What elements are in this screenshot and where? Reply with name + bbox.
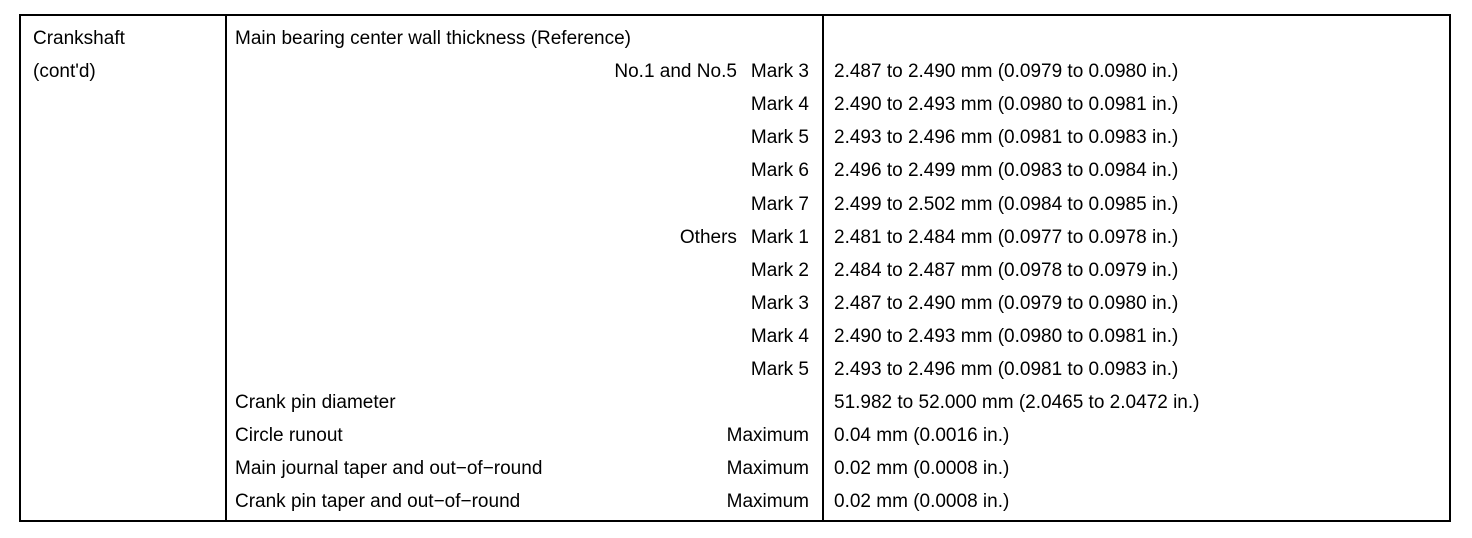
spec-value: 0.04 mm (0.0016 in.) (834, 425, 1010, 447)
spec-qualifier-text: Maximum (726, 458, 809, 480)
category-label-cont: (cont'd) (33, 61, 96, 82)
spec-qualifier (727, 425, 809, 447)
spec-qualifier-text: Mark 3 (750, 61, 809, 83)
spec-qualifier (751, 127, 809, 149)
spec-value: 2.493 to 2.496 mm (0.0981 to 0.0983 in.) (834, 127, 1179, 149)
spec-value: 2.487 to 2.490 mm (0.0979 to 0.0980 in.) (834, 61, 1179, 83)
table-row (21, 491, 1449, 524)
spec-label: Crank pin taper and out−of−round (235, 491, 521, 513)
table-row (21, 194, 1449, 227)
table-row (21, 425, 1449, 458)
spec-value: 51.982 to 52.000 mm (2.0465 to 2.0472 in.) (834, 392, 1200, 414)
spec-qualifier-text: Mark 4 (750, 94, 809, 116)
spec-qualifier (751, 194, 809, 216)
spec-qualifier-text: Mark 2 (750, 259, 809, 281)
spec-qualifier (751, 260, 809, 282)
spec-group: No.1 and No.5 (614, 61, 737, 83)
table-row (21, 260, 1449, 293)
table-row (21, 326, 1449, 359)
spec-table (19, 14, 1451, 522)
spec-qualifier-text: Mark 1 (750, 226, 809, 248)
spec-value: 0.02 mm (0.0008 in.) (834, 491, 1010, 513)
spec-label: Main journal taper and out−of−round (235, 458, 543, 480)
spec-qualifier (727, 491, 809, 513)
table-row (21, 127, 1449, 160)
spec-qualifier-text: Maximum (726, 491, 809, 513)
spec-qualifier (751, 293, 809, 315)
spec-qualifier-text: Mark 3 (750, 292, 809, 314)
spec-value: 2.481 to 2.484 mm (0.0977 to 0.0978 in.) (834, 226, 1179, 248)
spec-qualifier-text: Mark 7 (750, 193, 809, 215)
category-label: Crankshaft (33, 28, 125, 49)
table-row (21, 28, 1449, 61)
spec-qualifier (751, 326, 809, 348)
spec-qualifier (614, 61, 809, 83)
spec-qualifier (727, 458, 809, 480)
spec-value: 2.493 to 2.496 mm (0.0981 to 0.0983 in.) (834, 359, 1179, 380)
spec-value: 2.490 to 2.493 mm (0.0980 to 0.0981 in.) (834, 94, 1179, 116)
table-row (21, 293, 1449, 326)
spec-qualifier (751, 160, 809, 182)
table-row (21, 94, 1449, 127)
spec-value: 2.484 to 2.487 mm (0.0978 to 0.0979 in.) (834, 259, 1179, 281)
table-row (21, 359, 1449, 392)
spec-qualifier-text: Mark 4 (750, 325, 809, 347)
spec-value: 2.499 to 2.502 mm (0.0984 to 0.0985 in.) (834, 193, 1179, 215)
spec-value: 2.487 to 2.490 mm (0.0979 to 0.0980 in.) (834, 292, 1179, 314)
spec-value: 2.496 to 2.499 mm (0.0983 to 0.0984 in.) (834, 160, 1179, 182)
spec-qualifier (680, 227, 809, 249)
table-row (21, 61, 1449, 94)
table-row (21, 227, 1449, 260)
spec-qualifier (751, 359, 809, 381)
spec-value: 2.490 to 2.493 mm (0.0980 to 0.0981 in.) (834, 325, 1179, 347)
spec-label: Crank pin diameter (235, 392, 396, 414)
spec-qualifier (751, 94, 809, 116)
spec-value: 0.02 mm (0.0008 in.) (834, 458, 1010, 480)
spec-label: Circle runout (235, 425, 343, 447)
table-row (21, 458, 1449, 491)
table-row (21, 160, 1449, 193)
spec-qualifier-text: Maximum (726, 425, 809, 447)
table-row (21, 392, 1449, 425)
spec-qualifier-text: Mark 6 (750, 160, 809, 182)
spec-label: Main bearing center wall thickness (Reference) (235, 28, 632, 49)
spec-qualifier-text: Mark 5 (750, 127, 809, 149)
spec-qualifier-text: Mark 5 (750, 359, 809, 380)
spec-group: Others (679, 226, 737, 248)
